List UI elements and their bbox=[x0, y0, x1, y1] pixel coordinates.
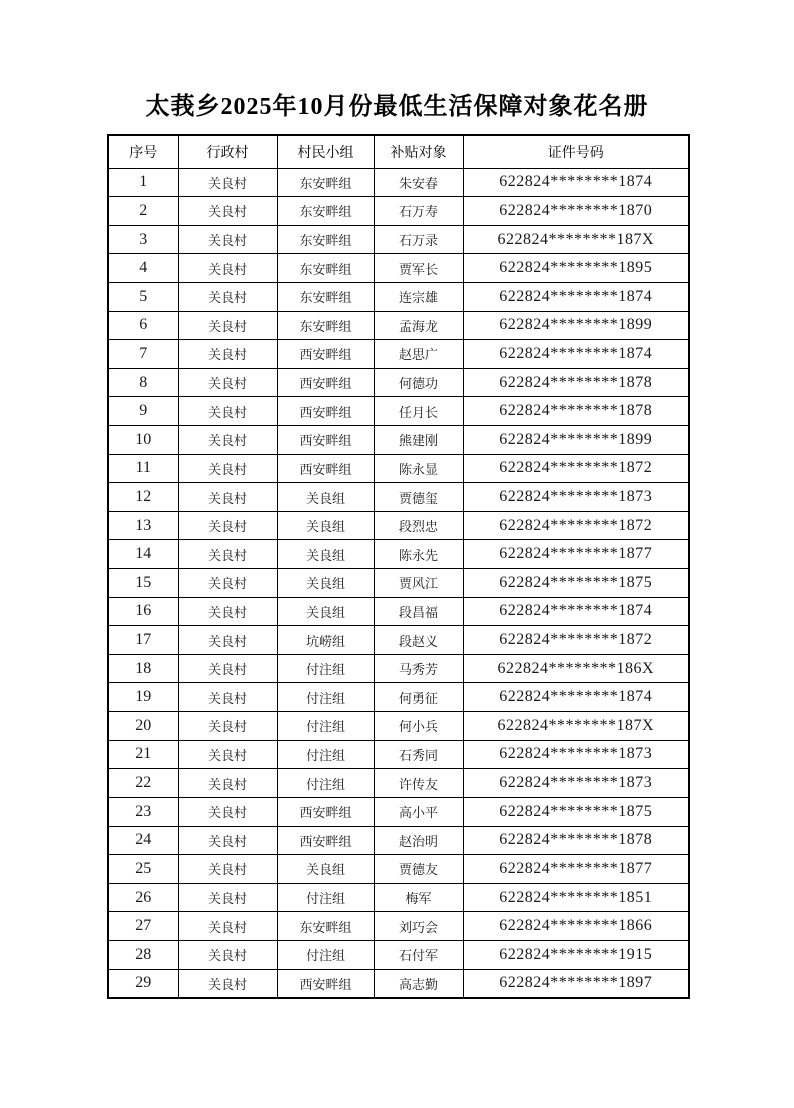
cell-id-number: 622824********1851 bbox=[463, 883, 689, 912]
cell-serial-number: 24 bbox=[108, 826, 178, 855]
cell-serial-number: 12 bbox=[108, 483, 178, 512]
cell-id-number: 622824********1878 bbox=[463, 397, 689, 426]
cell-id-number: 622824********187X bbox=[463, 712, 689, 741]
cell-village: 关良村 bbox=[178, 397, 277, 426]
cell-id-number: 622824********1872 bbox=[463, 626, 689, 655]
cell-subsidy-recipient: 石万录 bbox=[374, 225, 463, 254]
table-row bbox=[108, 540, 689, 569]
table-row bbox=[108, 425, 689, 454]
cell-subsidy-recipient: 连宗雄 bbox=[374, 282, 463, 311]
cell-villager-group: 西安畔组 bbox=[277, 425, 374, 454]
cell-subsidy-recipient: 贾德友 bbox=[374, 855, 463, 884]
cell-village: 关良村 bbox=[178, 626, 277, 655]
table-row bbox=[108, 712, 689, 741]
cell-subsidy-recipient: 刘巧会 bbox=[374, 912, 463, 941]
cell-subsidy-recipient: 赵治明 bbox=[374, 826, 463, 855]
table-row bbox=[108, 940, 689, 969]
header-row bbox=[108, 135, 689, 168]
cell-village: 关良村 bbox=[178, 597, 277, 626]
table-row bbox=[108, 797, 689, 826]
table-row bbox=[108, 769, 689, 798]
header-village: 行政村 bbox=[178, 135, 277, 168]
cell-id-number: 622824********1874 bbox=[463, 683, 689, 712]
cell-village: 关良村 bbox=[178, 483, 277, 512]
cell-id-number: 622824********1874 bbox=[463, 282, 689, 311]
cell-serial-number: 23 bbox=[108, 797, 178, 826]
cell-id-number: 622824********187X bbox=[463, 225, 689, 254]
table-row bbox=[108, 340, 689, 369]
roster-table bbox=[107, 134, 690, 999]
cell-village: 关良村 bbox=[178, 940, 277, 969]
cell-subsidy-recipient: 何德功 bbox=[374, 368, 463, 397]
table-row bbox=[108, 569, 689, 598]
cell-subsidy-recipient: 贾风江 bbox=[374, 569, 463, 598]
cell-subsidy-recipient: 陈永显 bbox=[374, 454, 463, 483]
header-serial-number: 序号 bbox=[108, 135, 178, 168]
cell-subsidy-recipient: 熊建刚 bbox=[374, 425, 463, 454]
cell-serial-number: 13 bbox=[108, 511, 178, 540]
cell-serial-number: 21 bbox=[108, 740, 178, 769]
cell-village: 关良村 bbox=[178, 883, 277, 912]
table-row bbox=[108, 197, 689, 226]
cell-villager-group: 西安畔组 bbox=[277, 454, 374, 483]
cell-id-number: 622824********1874 bbox=[463, 168, 689, 197]
cell-serial-number: 1 bbox=[108, 168, 178, 197]
cell-id-number: 622824********1872 bbox=[463, 511, 689, 540]
cell-id-number: 622824********1877 bbox=[463, 540, 689, 569]
cell-villager-group: 坑崂组 bbox=[277, 626, 374, 655]
cell-village: 关良村 bbox=[178, 654, 277, 683]
cell-serial-number: 3 bbox=[108, 225, 178, 254]
cell-serial-number: 18 bbox=[108, 654, 178, 683]
cell-village: 关良村 bbox=[178, 969, 277, 998]
cell-serial-number: 10 bbox=[108, 425, 178, 454]
cell-id-number: 622824********1899 bbox=[463, 311, 689, 340]
header-id-number: 证件号码 bbox=[463, 135, 689, 168]
cell-village: 关良村 bbox=[178, 797, 277, 826]
table-row bbox=[108, 225, 689, 254]
cell-village: 关良村 bbox=[178, 340, 277, 369]
table-row bbox=[108, 855, 689, 884]
cell-serial-number: 25 bbox=[108, 855, 178, 884]
table-row bbox=[108, 254, 689, 283]
cell-subsidy-recipient: 段赵义 bbox=[374, 626, 463, 655]
cell-subsidy-recipient: 马秀芳 bbox=[374, 654, 463, 683]
cell-serial-number: 2 bbox=[108, 197, 178, 226]
table-row bbox=[108, 654, 689, 683]
cell-villager-group: 西安畔组 bbox=[277, 826, 374, 855]
cell-village: 关良村 bbox=[178, 454, 277, 483]
header-subsidy-recipient: 补贴对象 bbox=[374, 135, 463, 168]
cell-id-number: 622824********1875 bbox=[463, 569, 689, 598]
cell-village: 关良村 bbox=[178, 425, 277, 454]
cell-village: 关良村 bbox=[178, 683, 277, 712]
table-row bbox=[108, 483, 689, 512]
cell-subsidy-recipient: 何勇征 bbox=[374, 683, 463, 712]
cell-subsidy-recipient: 何小兵 bbox=[374, 712, 463, 741]
cell-serial-number: 8 bbox=[108, 368, 178, 397]
cell-villager-group: 付注组 bbox=[277, 740, 374, 769]
cell-villager-group: 西安畔组 bbox=[277, 797, 374, 826]
cell-village: 关良村 bbox=[178, 740, 277, 769]
cell-subsidy-recipient: 段昌福 bbox=[374, 597, 463, 626]
cell-village: 关良村 bbox=[178, 168, 277, 197]
table-row bbox=[108, 368, 689, 397]
table-row bbox=[108, 311, 689, 340]
table-row bbox=[108, 282, 689, 311]
cell-villager-group: 付注组 bbox=[277, 940, 374, 969]
cell-villager-group: 西安畔组 bbox=[277, 969, 374, 998]
document-title: 太莪乡2025年10月份最低生活保障对象花名册 bbox=[145, 94, 649, 120]
cell-subsidy-recipient: 贾军长 bbox=[374, 254, 463, 283]
table-row bbox=[108, 883, 689, 912]
table-row bbox=[108, 397, 689, 426]
table-row bbox=[108, 626, 689, 655]
cell-serial-number: 19 bbox=[108, 683, 178, 712]
cell-id-number: 622824********1915 bbox=[463, 940, 689, 969]
cell-serial-number: 20 bbox=[108, 712, 178, 741]
cell-id-number: 622824********1870 bbox=[463, 197, 689, 226]
cell-villager-group: 东安畔组 bbox=[277, 225, 374, 254]
cell-village: 关良村 bbox=[178, 225, 277, 254]
cell-serial-number: 14 bbox=[108, 540, 178, 569]
table-row bbox=[108, 597, 689, 626]
cell-village: 关良村 bbox=[178, 569, 277, 598]
cell-id-number: 622824********1874 bbox=[463, 340, 689, 369]
cell-villager-group: 东安畔组 bbox=[277, 282, 374, 311]
cell-villager-group: 东安畔组 bbox=[277, 254, 374, 283]
cell-serial-number: 26 bbox=[108, 883, 178, 912]
cell-villager-group: 关良组 bbox=[277, 597, 374, 626]
cell-id-number: 622824********1874 bbox=[463, 597, 689, 626]
cell-id-number: 622824********186X bbox=[463, 654, 689, 683]
table-row bbox=[108, 683, 689, 712]
cell-subsidy-recipient: 高小平 bbox=[374, 797, 463, 826]
cell-village: 关良村 bbox=[178, 311, 277, 340]
cell-villager-group: 西安畔组 bbox=[277, 340, 374, 369]
table-row bbox=[108, 912, 689, 941]
cell-subsidy-recipient: 孟海龙 bbox=[374, 311, 463, 340]
cell-serial-number: 17 bbox=[108, 626, 178, 655]
cell-villager-group: 付注组 bbox=[277, 883, 374, 912]
roster-body bbox=[108, 168, 689, 998]
cell-village: 关良村 bbox=[178, 282, 277, 311]
table-row bbox=[108, 826, 689, 855]
cell-id-number: 622824********1899 bbox=[463, 425, 689, 454]
table-row bbox=[108, 454, 689, 483]
cell-subsidy-recipient: 赵思广 bbox=[374, 340, 463, 369]
cell-village: 关良村 bbox=[178, 769, 277, 798]
header-villager-group: 村民小组 bbox=[277, 135, 374, 168]
cell-villager-group: 关良组 bbox=[277, 569, 374, 598]
cell-subsidy-recipient: 任月长 bbox=[374, 397, 463, 426]
cell-subsidy-recipient: 石秀同 bbox=[374, 740, 463, 769]
cell-villager-group: 关良组 bbox=[277, 511, 374, 540]
cell-id-number: 622824********1866 bbox=[463, 912, 689, 941]
cell-id-number: 622824********1873 bbox=[463, 769, 689, 798]
cell-serial-number: 4 bbox=[108, 254, 178, 283]
cell-serial-number: 11 bbox=[108, 454, 178, 483]
cell-subsidy-recipient: 梅军 bbox=[374, 883, 463, 912]
cell-village: 关良村 bbox=[178, 712, 277, 741]
cell-serial-number: 22 bbox=[108, 769, 178, 798]
cell-id-number: 622824********1878 bbox=[463, 826, 689, 855]
cell-villager-group: 关良组 bbox=[277, 483, 374, 512]
cell-village: 关良村 bbox=[178, 511, 277, 540]
cell-villager-group: 东安畔组 bbox=[277, 168, 374, 197]
cell-id-number: 622824********1878 bbox=[463, 368, 689, 397]
cell-villager-group: 西安畔组 bbox=[277, 368, 374, 397]
cell-village: 关良村 bbox=[178, 254, 277, 283]
cell-villager-group: 关良组 bbox=[277, 540, 374, 569]
cell-id-number: 622824********1895 bbox=[463, 254, 689, 283]
cell-id-number: 622824********1877 bbox=[463, 855, 689, 884]
cell-villager-group: 东安畔组 bbox=[277, 197, 374, 226]
cell-id-number: 622824********1872 bbox=[463, 454, 689, 483]
cell-serial-number: 15 bbox=[108, 569, 178, 598]
cell-villager-group: 付注组 bbox=[277, 769, 374, 798]
cell-villager-group: 东安畔组 bbox=[277, 912, 374, 941]
cell-subsidy-recipient: 石万寿 bbox=[374, 197, 463, 226]
cell-serial-number: 27 bbox=[108, 912, 178, 941]
cell-village: 关良村 bbox=[178, 368, 277, 397]
cell-subsidy-recipient: 陈永先 bbox=[374, 540, 463, 569]
cell-serial-number: 29 bbox=[108, 969, 178, 998]
cell-id-number: 622824********1873 bbox=[463, 483, 689, 512]
table-row bbox=[108, 740, 689, 769]
cell-villager-group: 付注组 bbox=[277, 654, 374, 683]
cell-id-number: 622824********1875 bbox=[463, 797, 689, 826]
cell-id-number: 622824********1873 bbox=[463, 740, 689, 769]
cell-village: 关良村 bbox=[178, 540, 277, 569]
cell-subsidy-recipient: 许传友 bbox=[374, 769, 463, 798]
cell-serial-number: 6 bbox=[108, 311, 178, 340]
cell-serial-number: 28 bbox=[108, 940, 178, 969]
cell-villager-group: 关良组 bbox=[277, 855, 374, 884]
table-row bbox=[108, 969, 689, 998]
cell-villager-group: 付注组 bbox=[277, 683, 374, 712]
cell-serial-number: 5 bbox=[108, 282, 178, 311]
cell-village: 关良村 bbox=[178, 826, 277, 855]
table-row bbox=[108, 511, 689, 540]
cell-villager-group: 东安畔组 bbox=[277, 311, 374, 340]
cell-id-number: 622824********1897 bbox=[463, 969, 689, 998]
cell-subsidy-recipient: 高志勤 bbox=[374, 969, 463, 998]
cell-villager-group: 西安畔组 bbox=[277, 397, 374, 426]
cell-village: 关良村 bbox=[178, 855, 277, 884]
cell-serial-number: 7 bbox=[108, 340, 178, 369]
cell-subsidy-recipient: 石付军 bbox=[374, 940, 463, 969]
cell-serial-number: 9 bbox=[108, 397, 178, 426]
cell-village: 关良村 bbox=[178, 912, 277, 941]
table-row bbox=[108, 168, 689, 197]
cell-subsidy-recipient: 朱安春 bbox=[374, 168, 463, 197]
cell-subsidy-recipient: 贾德玺 bbox=[374, 483, 463, 512]
cell-subsidy-recipient: 段烈忠 bbox=[374, 511, 463, 540]
cell-serial-number: 16 bbox=[108, 597, 178, 626]
cell-villager-group: 付注组 bbox=[277, 712, 374, 741]
cell-village: 关良村 bbox=[178, 197, 277, 226]
